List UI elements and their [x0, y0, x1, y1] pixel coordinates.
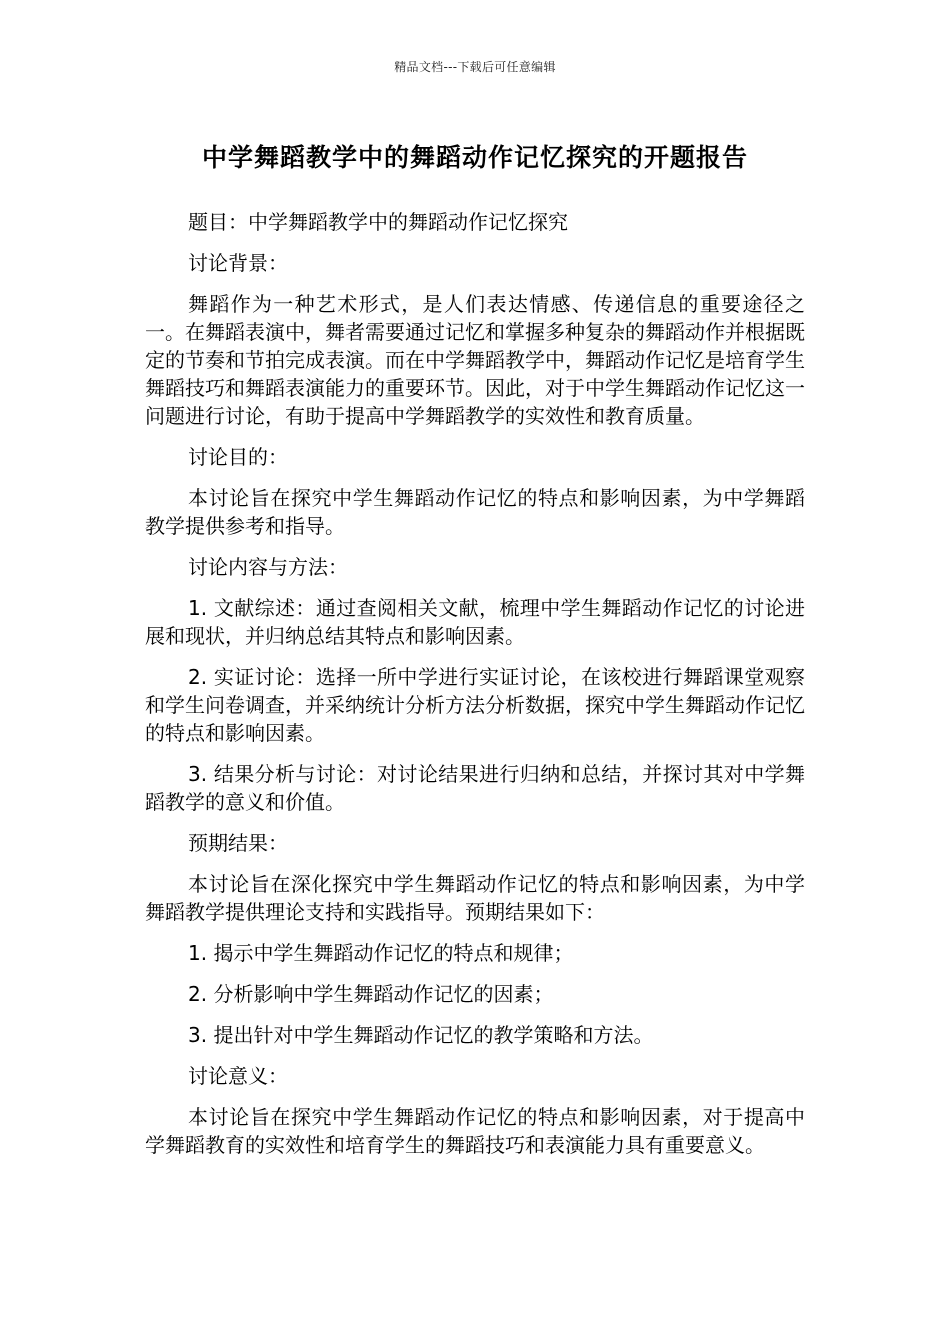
- expected-item-2: 2. 分析影响中学生舞蹈动作记忆的因素；: [188, 982, 554, 1006]
- section-heading-background: 讨论背景：: [188, 251, 288, 275]
- section-heading-purpose: 讨论目的：: [188, 445, 288, 469]
- header-note: 精品文档---下载后可任意编辑: [394, 60, 556, 74]
- document-body: [145, 208, 805, 1172]
- document-title: 中学舞蹈教学中的舞蹈动作记忆探究的开题报告: [201, 143, 748, 172]
- topic-line: 题目：中学舞蹈教学中的舞蹈动作记忆探究: [188, 210, 568, 234]
- methods-item-2: 2. 实证讨论：选择一所中学进行实证讨论，在该校进行舞蹈课堂观察和学生问卷调查，并采纳统计分析方法分析数据，探究中学生舞蹈动作记忆的特点和影响因素。: [145, 665, 805, 745]
- expected-item-3: 3. 提出针对中学生舞蹈动作记忆的教学策略和方法。: [188, 1023, 654, 1047]
- purpose-paragraph: 本讨论旨在探究中学生舞蹈动作记忆的特点和影响因素，为中学舞蹈教学提供参考和指导。: [145, 486, 805, 538]
- section-heading-expected-results: 预期结果：: [188, 831, 288, 855]
- significance-paragraph: 本讨论旨在探究中学生舞蹈动作记忆的特点和影响因素，对于提高中学舞蹈教育的实效性和培育学生的舞蹈技巧和表演能力具有重要意义。: [145, 1105, 805, 1157]
- background-paragraph: 舞蹈作为一种艺术形式，是人们表达情感、传递信息的重要途径之一。在舞蹈表演中，舞者需要通过记忆和掌握多种复杂的舞蹈动作并根据既定的节奏和节拍完成表演。而在中学舞蹈教学中，舞蹈动作记忆是培育学生舞蹈技巧和舞蹈表演能力的重要环节。因此，对于中学生舞蹈动作记忆这一问题进行讨论，有助于提高中学舞蹈教学的实效性和教育质量。: [145, 292, 805, 428]
- expected-results-paragraph: 本讨论旨在深化探究中学生舞蹈动作记忆的特点和影响因素，为中学舞蹈教学提供理论支持和实践指导。预期结果如下：: [145, 872, 805, 924]
- section-heading-significance: 讨论意义：: [188, 1064, 288, 1088]
- section-heading-methods: 讨论内容与方法：: [188, 555, 348, 579]
- methods-item-1: 1. 文献综述：通过查阅相关文献，梳理中学生舞蹈动作记忆的讨论进展和现状，并归纳总结其特点和影响因素。: [145, 596, 805, 648]
- methods-item-3: 3. 结果分析与讨论：对讨论结果进行归纳和总结，并探讨其对中学舞蹈教学的意义和价值。: [145, 762, 805, 814]
- expected-item-1: 1. 揭示中学生舞蹈动作记忆的特点和规律；: [188, 941, 574, 965]
